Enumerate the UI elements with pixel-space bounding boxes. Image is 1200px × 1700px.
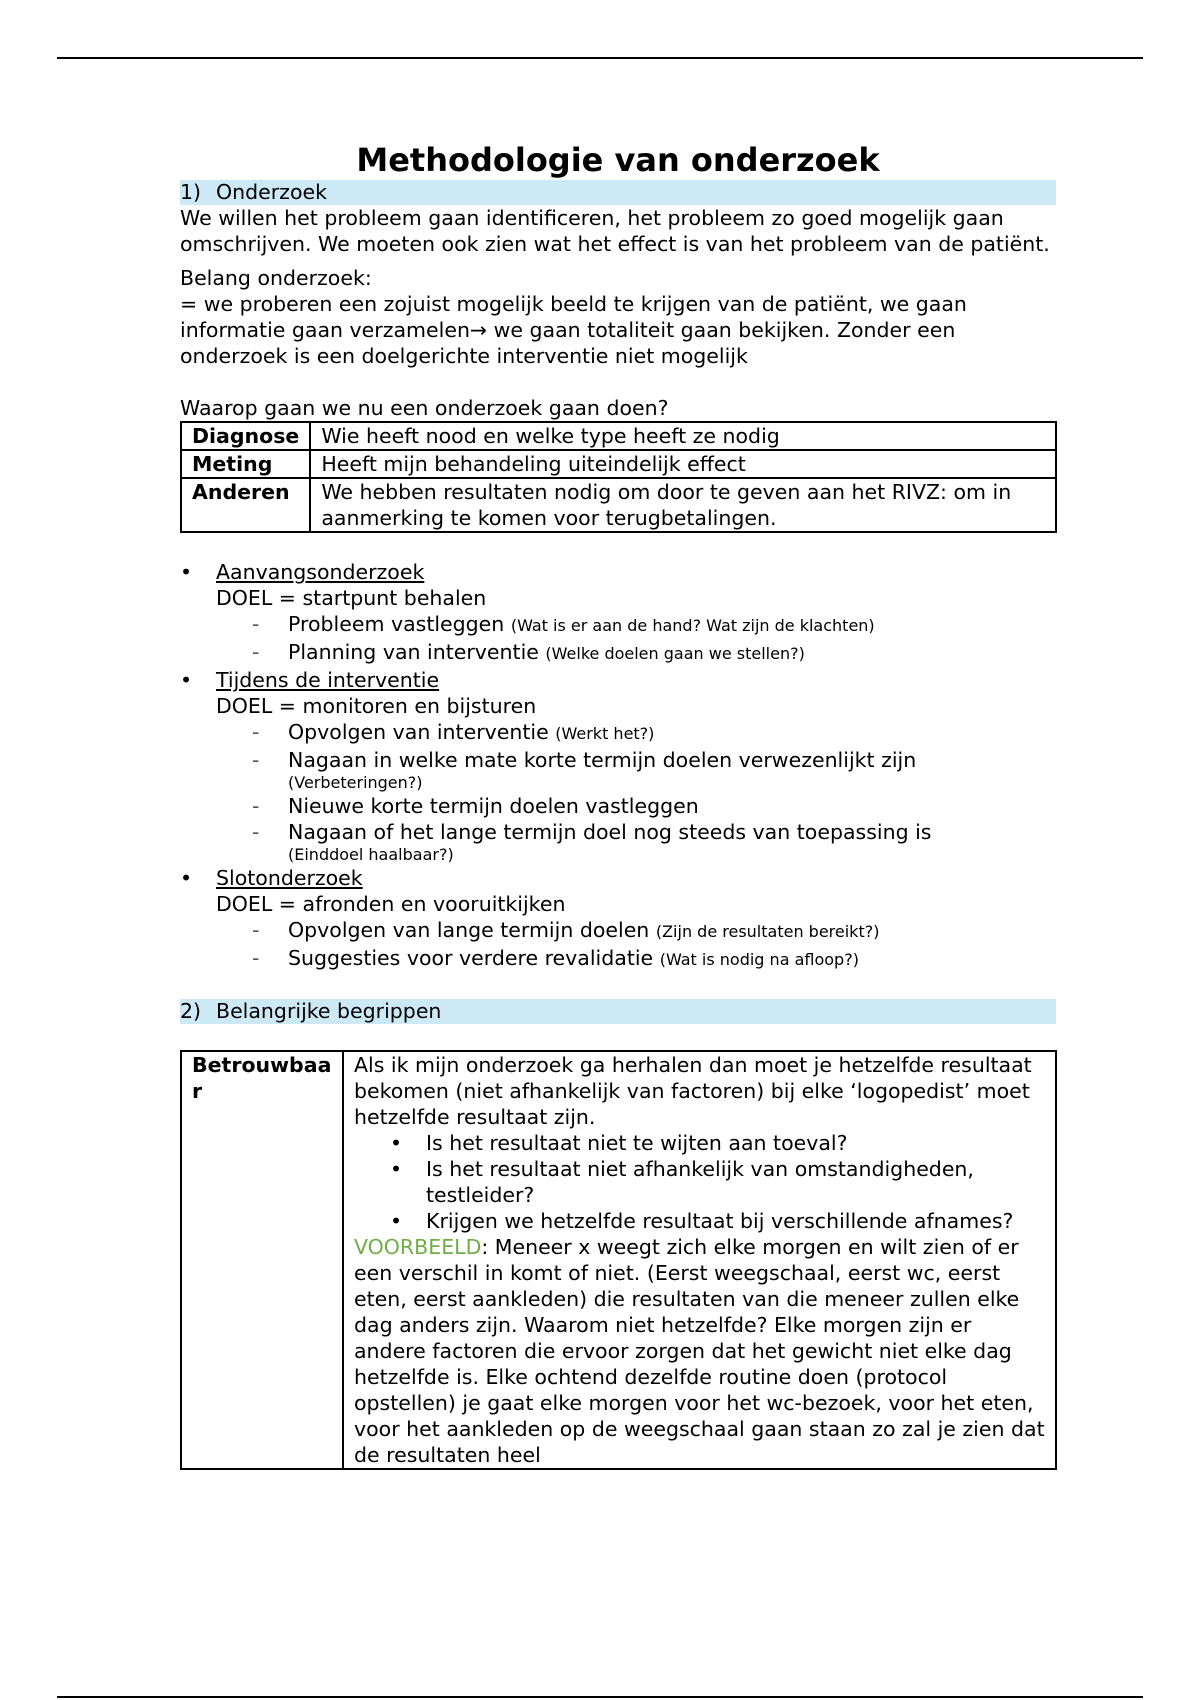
dash-icon: - bbox=[252, 946, 260, 970]
example-paragraph bbox=[354, 1234, 1045, 1468]
list-item bbox=[252, 611, 1056, 639]
item-note: (Wat is er aan de hand? Wat zijn de klachten) bbox=[510, 616, 875, 635]
section-heading-2 bbox=[180, 999, 1056, 1024]
section-heading-1 bbox=[180, 180, 1056, 205]
sub-list bbox=[216, 917, 1056, 973]
bullet-icon: • bbox=[180, 668, 193, 692]
dash-icon: - bbox=[252, 820, 260, 844]
item-text: Opvolgen van interventie bbox=[288, 720, 549, 744]
bullet-icon: • bbox=[390, 1131, 403, 1155]
table-key: Anderen bbox=[181, 478, 310, 532]
item-note: (Zijn de resultaten bereikt?) bbox=[655, 922, 880, 941]
dash-icon: - bbox=[252, 918, 260, 942]
belang-label: Belang onderzoek: bbox=[180, 266, 372, 290]
phase-goal: DOEL = startpunt behalen bbox=[216, 586, 487, 610]
example-label: VOORBEELD bbox=[354, 1235, 482, 1259]
table-value: Heeft mijn behandeling uiteindelijk effect bbox=[310, 450, 1056, 478]
dash-icon: - bbox=[252, 794, 260, 818]
item-text: Opvolgen van lange termijn doelen bbox=[288, 918, 650, 942]
table-value: Wie heeft nood en welke type heeft ze nodig bbox=[310, 422, 1056, 450]
item-text: Nagaan in welke mate korte termijn doelen verwezenlijkt zijn bbox=[288, 748, 917, 772]
item-text: Suggesties voor verdere revalidatie bbox=[288, 946, 654, 970]
list-item bbox=[390, 1130, 1045, 1156]
section-title: Belangrijke begrippen bbox=[216, 999, 442, 1023]
list-item bbox=[252, 747, 1056, 793]
phase-title: Slotonderzoek bbox=[216, 866, 363, 890]
belang-paragraph: = we proberen een zojuist mogelijk beeld te krijgen van de patiënt, we gaan informatie gaan verzamelen→ we gaan totaliteit gaan bekijken. Zonder een onderzoek is een doelgerichte interventie niet mogelijk bbox=[180, 292, 967, 368]
item-note: (Welke doelen gaan we stellen?) bbox=[545, 644, 805, 663]
dash-icon: - bbox=[252, 748, 260, 772]
document-body bbox=[180, 140, 1056, 1470]
phase-title: Aanvangsonderzoek bbox=[216, 560, 425, 584]
table-key: Meting bbox=[181, 450, 310, 478]
phase-goal: DOEL = monitoren en bijsturen bbox=[216, 694, 537, 718]
list-item bbox=[180, 559, 1056, 667]
table-row bbox=[181, 422, 1056, 450]
section-title: Onderzoek bbox=[216, 180, 327, 204]
onderzoek-table bbox=[180, 421, 1057, 533]
item-note: (Wat is nodig na afloop?) bbox=[659, 950, 859, 969]
item-text: Planning van interventie bbox=[288, 640, 539, 664]
question-list bbox=[354, 1130, 1045, 1234]
item-note: (Verbeteringen?) bbox=[288, 773, 423, 792]
intro-paragraph: We willen het probleem gaan identificeren, het probleem zo goed mogelijk gaan omschrijven. We moeten ook zien wat het effect is van het probleem van de patiënt. bbox=[180, 206, 1050, 256]
phase-list bbox=[180, 559, 1056, 973]
dash-icon: - bbox=[252, 640, 260, 664]
list-item bbox=[180, 667, 1056, 865]
item-note: (Werkt het?) bbox=[555, 724, 655, 743]
table-row bbox=[181, 450, 1056, 478]
dash-icon: - bbox=[252, 720, 260, 744]
definition-cell bbox=[343, 1051, 1056, 1469]
bullet-icon: • bbox=[180, 866, 193, 890]
list-item bbox=[390, 1156, 1045, 1208]
list-item bbox=[252, 819, 1056, 865]
question-text: Krijgen we hetzelfde resultaat bij verschillende afnames? bbox=[426, 1209, 1014, 1233]
bullet-icon: • bbox=[390, 1157, 403, 1181]
list-item bbox=[252, 719, 1056, 747]
phase-goal: DOEL = afronden en vooruitkijken bbox=[216, 892, 566, 916]
dash-icon: - bbox=[252, 612, 260, 636]
section-number: 2) bbox=[180, 999, 202, 1023]
term-cell: Betrouwbaar bbox=[181, 1051, 343, 1469]
item-note: (Einddoel haalbaar?) bbox=[288, 845, 454, 864]
item-text: Nieuwe korte termijn doelen vastleggen bbox=[288, 794, 699, 818]
question-line: Waarop gaan we nu een onderzoek gaan doen? bbox=[180, 396, 669, 420]
bullet-icon: • bbox=[390, 1209, 403, 1233]
definition-text: Als ik mijn onderzoek ga herhalen dan moet je hetzelfde resultaat bekomen (niet afhankelijk van factoren) bij elke ‘logopedist’ moet hetzelfde resultaat zijn. bbox=[354, 1053, 1032, 1129]
table-row bbox=[181, 1051, 1056, 1469]
footer-rule bbox=[57, 1696, 1143, 1698]
sub-list bbox=[216, 611, 1056, 667]
page-title: Methodologie van onderzoek bbox=[356, 141, 880, 179]
list-item bbox=[252, 917, 1056, 945]
begrippen-table bbox=[180, 1050, 1057, 1470]
list-item bbox=[252, 793, 1056, 819]
header-rule bbox=[57, 57, 1143, 59]
sub-list bbox=[216, 719, 1056, 865]
question-text: Is het resultaat niet te wijten aan toeval? bbox=[426, 1131, 848, 1155]
section-number: 1) bbox=[180, 180, 202, 204]
phase-title: Tijdens de interventie bbox=[216, 668, 440, 692]
example-text: : Meneer x weegt zich elke morgen en wilt zien of er een verschil in komt of niet. (Eerst weegschaal, eerst wc, eerst eten, eerst aankleden) die resultaten van die meneer zullen elke dag anders zijn. Waarom niet hetzelfde? Elke morgen zijn er andere factoren die ervoor zorgen dat het gewicht niet elke dag hetzelfde is. Elke ochtend dezelfde routine doen (protocol opstellen) je gaat elke morgen voor het wc-bezoek, voor het eten, voor het aankleden op de weegschaal gaan staan zo zal je zien dat de resultaten heel bbox=[354, 1235, 1045, 1467]
list-item bbox=[252, 945, 1056, 973]
table-value: We hebben resultaten nodig om door te geven aan het RIVZ: om in aanmerking te komen voor terugbetalingen. bbox=[310, 478, 1056, 532]
bullet-icon: • bbox=[180, 560, 193, 584]
table-row bbox=[181, 478, 1056, 532]
question-text: Is het resultaat niet afhankelijk van omstandigheden, testleider? bbox=[426, 1157, 974, 1207]
list-item bbox=[180, 865, 1056, 973]
item-text: Nagaan of het lange termijn doel nog steeds van toepassing is bbox=[288, 820, 932, 844]
list-item bbox=[252, 639, 1056, 667]
list-item bbox=[390, 1208, 1045, 1234]
item-text: Probleem vastleggen bbox=[288, 612, 505, 636]
table-key: Diagnose bbox=[181, 422, 310, 450]
